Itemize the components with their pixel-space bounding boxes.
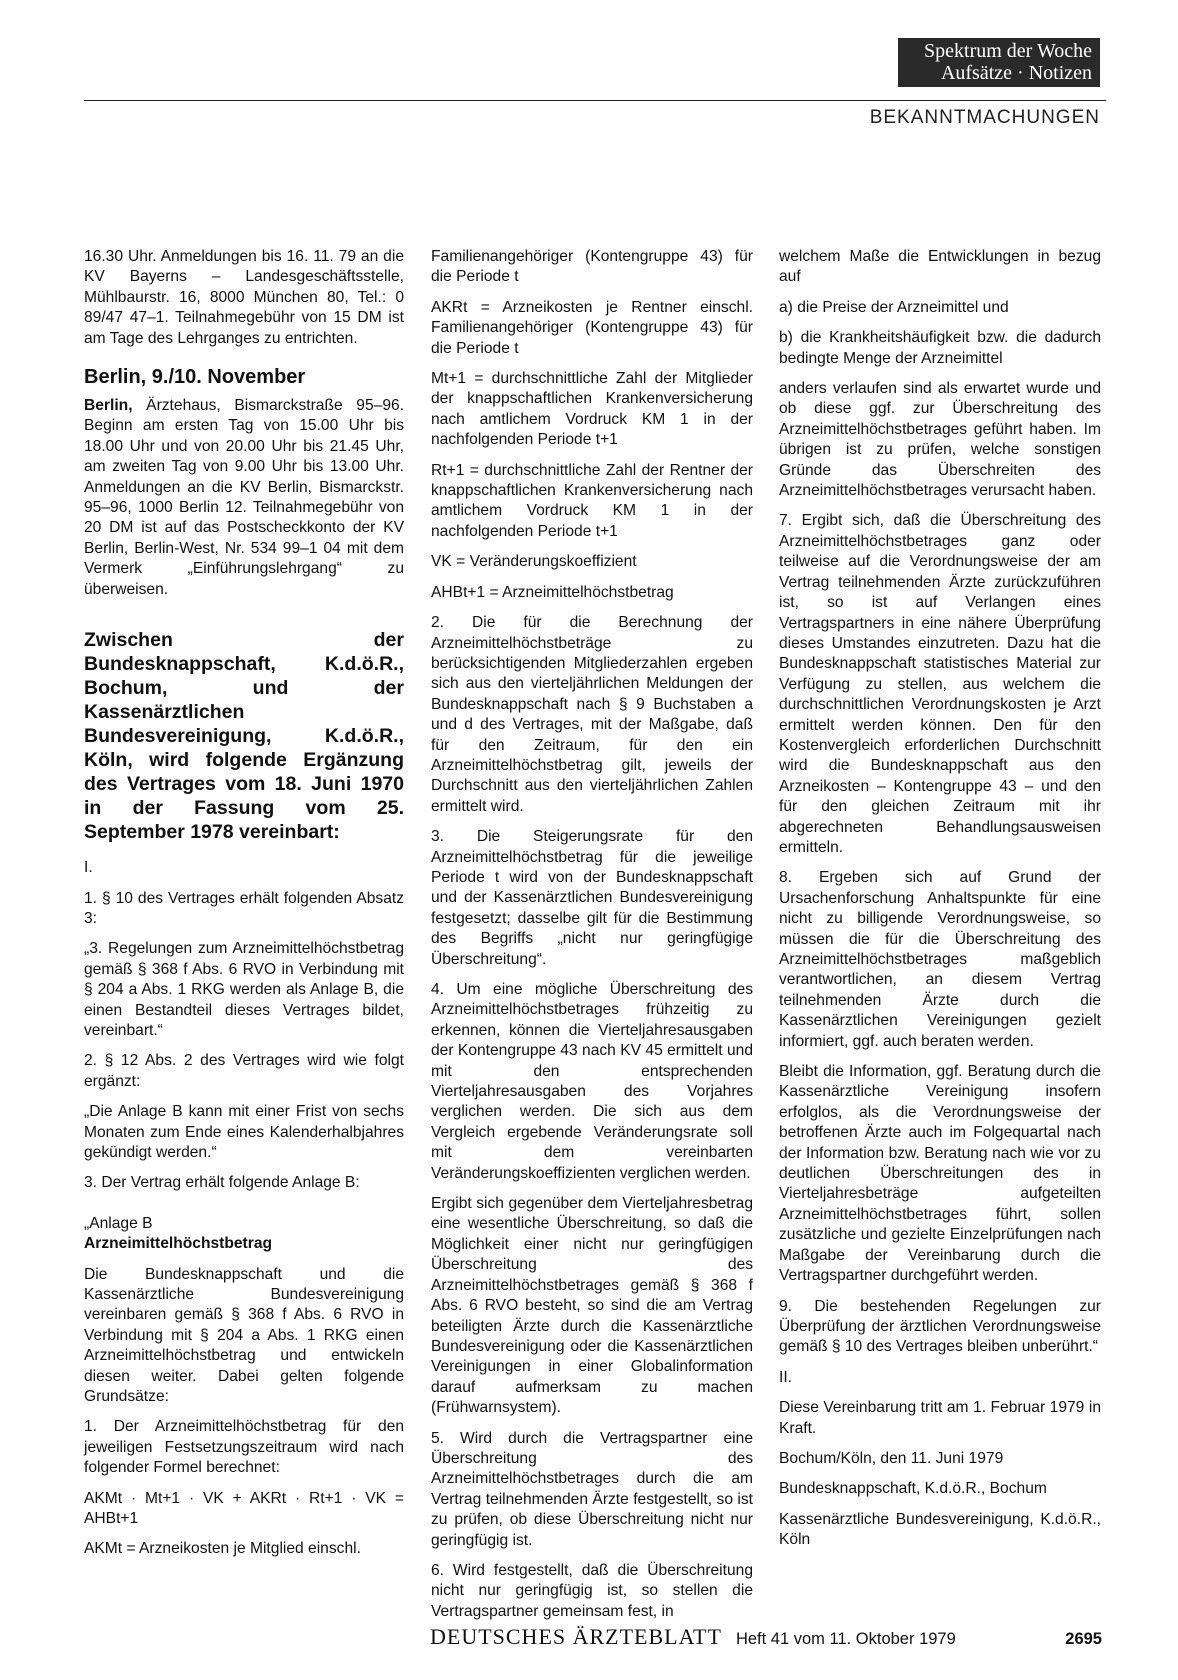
formula: AKMt · Mt+1 · VK + AKRt · Rt+1 · VK = AHBt+1	[84, 1489, 404, 1528]
column-1	[84, 247, 404, 1570]
paragraph: 9. Die bestehenden Regelungen zur Überprüfung der ärztlichen Verordnungsweise gemäß § 10 des Vertrages bleiben unberührt.“	[779, 1297, 1101, 1356]
paragraph: 16.30 Uhr. Anmeldungen bis 16. 11. 79 an die KV Bayerns – Landesgeschäftsstelle, Mühlbaurstr. 16, 8000 München 80, Tel.: 0 89/47 47–1. Teilnahmegebühr von 15 DM ist am Tage des Lehrganges zu entrichten.	[84, 248, 404, 347]
issue-info: Heft 41 vom 11. Oktober 1979	[735, 1630, 956, 1648]
paragraph: Die Bundesknappschaft und die Kassenärztliche Bundesvereinigung vereinbaren gemäß § 368 f Abs. 6 RVO in Verbindung mit § 204 a Abs. 1 RKG einen Arzneimittelhöchstbetrag und entwickeln diesen weiter. Dabei gelten folgende Grundsätze:	[84, 1265, 404, 1406]
anlage-title: Arzneimittelhöchstbetrag	[84, 1235, 273, 1253]
roman-numeral-2: II.	[779, 1368, 792, 1386]
page-number: 2695	[1065, 1630, 1102, 1648]
paragraph: 2. Die für die Berechnung der Arzneimittelhöchstbeträge zu berücksichtigenden Mitgliederzahlen ergeben sich aus den vierteljährlichen Meldungen der Bundesknappschaft nach § 9 Buchstaben a und d des Vertrages, mit der Maßgabe, daß für den Zeitraum, für den ein Arzneimittelhöchstbetrag gilt, jeweils der Durchschnitt aus den vierteljährlichen Zahlen ermittelt wird.	[431, 614, 753, 815]
journal-name: DEUTSCHES ÄRZTEBLATT	[430, 1624, 722, 1649]
paragraph: 2. § 12 Abs. 2 des Vertrages wird wie folgt ergänzt:	[84, 1052, 404, 1090]
berlin-lead: Berlin,	[84, 397, 133, 415]
definition: Rt+1 = durchschnittliche Zahl der Rentner der knappschaftlichen Krankenversicherung nach amtlichem Vordruck KM 1 in der nachfolgenden Periode t+1	[431, 461, 753, 540]
heading-berlin: Berlin, 9./10. November	[84, 366, 306, 389]
paragraph: anders verlaufen sind als erwartet wurde und ob diese ggf. zur Überschreitung des Arzneimittelhöchstbetrages geführt haben. Im übrigen ist zu prüfen, welche sonstigen Gründe das Überschreiten des Arzneimittelhöchstbetrages verursacht haben.	[779, 380, 1101, 500]
header-box-line-1: Spektrum der Woche	[924, 40, 1092, 62]
definition: Mt+1 = durchschnittliche Zahl der Mitglieder der knappschaftlichen Krankenversicherung nach amtlichem Vordruck KM 1 in der nachfolgenden Periode t+1	[431, 370, 753, 449]
heading-agreement: Zwischen der Bundesknappschaft, K.d.ö.R., Bochum, und der Kassenärztlichen Bundesvereinigung, K.d.ö.R., Köln, wird folgende Ergänzung des Vertrages vom 18. Juni 1970 in der Fassung vom 25. September 1978 vereinbart:	[84, 629, 404, 844]
signatory-2: Kassenärztliche Bundesvereinigung, K.d.ö.R., Köln	[779, 1510, 1101, 1549]
paragraph: 5. Wird durch die Vertragspartner eine Überschreitung des Arzneimittelhöchstbetrages durch die am Vertrag teilnehmenden Ärzte festgestellt, so ist zu prüfen, ob diese Überschreitung nicht nur geringfügig ist.	[431, 1429, 753, 1549]
paragraph: 1. § 10 des Vertrages erhält folgenden Absatz 3:	[84, 889, 404, 927]
header-box-line-2: Aufsätze · Notizen	[940, 62, 1092, 84]
paragraph: 3. Die Steigerungsrate für den Arzneimittelhöchstbetrag für die jeweilige Periode t wird von der Bundesknappschaft und der Kassenärztlichen Bundesvereinigung festgesetzt; dasselbe gilt für die Bestimmung des Begriffs „nicht nur geringfügige Überschreitung“.	[431, 828, 753, 968]
paragraph: welchem Maße die Entwicklungen in bezug auf	[779, 248, 1101, 286]
paragraph-berlin	[84, 396, 404, 600]
paragraph: Diese Vereinbarung tritt am 1. Februar 1979 in Kraft.	[779, 1399, 1101, 1437]
paragraph: Ergibt sich gegenüber dem Vierteljahresbetrag eine wesentliche Überschreitung, so daß die Möglichkeit einer nicht nur geringfügigen Überschreitung des Arzneimittelhöchstbetrages gemäß § 368 f Abs. 6 RVO besteht, so sind die am Vertrag beteiligten Ärzte durch die Kassenärztliche Bundesvereinigung oder die Kassenärztlichen Vereinigungen in einer Globalinformation darauf aufmerksam zu machen (Frühwarnsystem).	[431, 1195, 753, 1417]
column-3	[779, 247, 1101, 1561]
paragraph: 1. Der Arzneimittelhöchstbetrag für den jeweiligen Festsetzungszeitraum wird nach folgender Formel berechnet:	[84, 1418, 404, 1477]
definition: VK = Veränderungskoeffizient	[431, 553, 637, 571]
definition: AKMt = Arzneikosten je Mitglied einschl.	[84, 1540, 361, 1558]
list-item: b) die Krankheitshäufigkeit bzw. die dadurch bedingte Menge der Arzneimittel	[779, 329, 1101, 367]
page-footer	[430, 1624, 1102, 1650]
paragraph: 8. Ergeben sich auf Grund der Ursachenforschung Anhaltspunkte für eine nicht zu billigende Verordnungsweise, so müssen die für die Überschreitung des Arzneimittelhöchstbetrages maßgeblich verantwortlichen, an diesem Vertrag teilnehmenden Ärzte durch die Kassenärztlichen Vereinigungen gezielt informiert, ggf. auch beraten werden.	[779, 869, 1101, 1050]
definition: AKRt = Arzneikosten je Rentner einschl. Familienangehöriger (Kontengruppe 43) für die Periode t	[431, 298, 753, 357]
paragraph: „3. Regelungen zum Arzneimittelhöchstbetrag gemäß § 368 f Abs. 6 RVO in Verbindung mit § 204 a Abs. 1 RKG werden als Anlage B, die einen Bestandteil dieses Vertrages bildet, vereinbart.“	[84, 940, 404, 1039]
section-label: BEKANNTMACHUNGEN	[869, 107, 1100, 128]
column-2	[431, 247, 753, 1632]
section-header-box	[898, 38, 1100, 87]
paragraph: Familienangehöriger (Kontengruppe 43) für die Periode t	[431, 248, 753, 286]
paragraph: 4. Um eine mögliche Überschreitung des Arzneimittelhöchstbetrages frühzeitig zu erkennen, können die Vierteljahresausgaben der Kontengruppe 43 nach KV 45 ermittelt und mit den entsprechenden Vierteljahresausgaben des Vorjahres verglichen werden. Die sich aus dem Vergleich ergebende Veränderungsrate soll mit dem vereinbarten Veränderungskoeffizienten verglichen werden.	[431, 981, 753, 1182]
paragraph: 3. Der Vertrag erhält folgende Anlage B:	[84, 1174, 360, 1192]
berlin-text: Ärztehaus, Bismarckstraße 95–96. Beginn am ersten Tag von 15.00 Uhr bis 18.00 Uhr und von 20.00 Uhr bis 21.45 Uhr, am zweiten Tag von 9.00 Uhr bis 13.00 Uhr. Anmeldungen an die KV Berlin, Bismarckstr. 95–96, 1000 Berlin 12. Teilnahmegebühr von 20 DM ist auf das Postscheckkonto der KV Berlin, Berlin-West, Nr. 534 99–1 04 mit dem Vermerk „Einführungslehrgang“ zu überweisen.	[84, 397, 404, 598]
paragraph: Bleibt die Information, ggf. Beratung durch die Kassenärztliche Vereinigung insofern erfolglos, als die Verordnungsweise der betroffenen Ärzte auch im Folgequartal nach der Information bzw. Beratung nach wie vor zu deutlichen Überschreitungen des in Vierteljahresbeträge aufgeteilten Arzneimittelhöchstbetrages führt, sollen zusätzliche und gezielte Einzelprüfungen nach Maßgabe der Vereinbarung durch die Vertragspartner durchgeführt werden.	[779, 1063, 1101, 1285]
anlage-label: „Anlage B	[84, 1214, 153, 1232]
roman-numeral-1: I.	[84, 859, 93, 877]
paragraph: 7. Ergibt sich, daß die Überschreitung des Arzneimittelhöchstbetrages ganz oder teilweise auf die Verordnungsweise der am Vertrag teilnehmenden Ärzte zurückzuführen ist, so ist auf Verlangen eines Vertragspartners in eine nähere Überprüfung dieses Umstandes einzutreten. Dazu hat die Bundesknappschaft statistisches Material zur Verfügung zu stellen, aus welchem die durchschnittlichen Verordnungskosten je Arzt ermittelt werden können. Den für den Kostenvergleich erforderlichen Durchschnitt wird die Bundesknappschaft aus den Arzneikosten – Kontengruppe 43 – und den für den gleichen Zeitraum mit ihr abgerechneten Behandlungsausweisen ermitteln.	[779, 512, 1101, 856]
header-rule	[84, 100, 1106, 101]
paragraph: 6. Wird festgestellt, daß die Überschreitung nicht nur geringfügig ist, so stellen die Vertragspartner gemeinsam fest, in	[431, 1561, 753, 1620]
paragraph: „Die Anlage B kann mit einer Frist von sechs Monaten zum Ende eines Kalenderhalbjahres gekündigt werden.“	[84, 1103, 404, 1161]
list-item: a) die Preise der Arzneimittel und	[779, 298, 1009, 316]
definition: AHBt+1 = Arzneimittelhöchstbetrag	[431, 583, 674, 601]
signatory-1: Bundesknappschaft, K.d.ö.R., Bochum	[779, 1480, 1047, 1498]
place-date: Bochum/Köln, den 11. Juni 1979	[779, 1449, 1004, 1467]
